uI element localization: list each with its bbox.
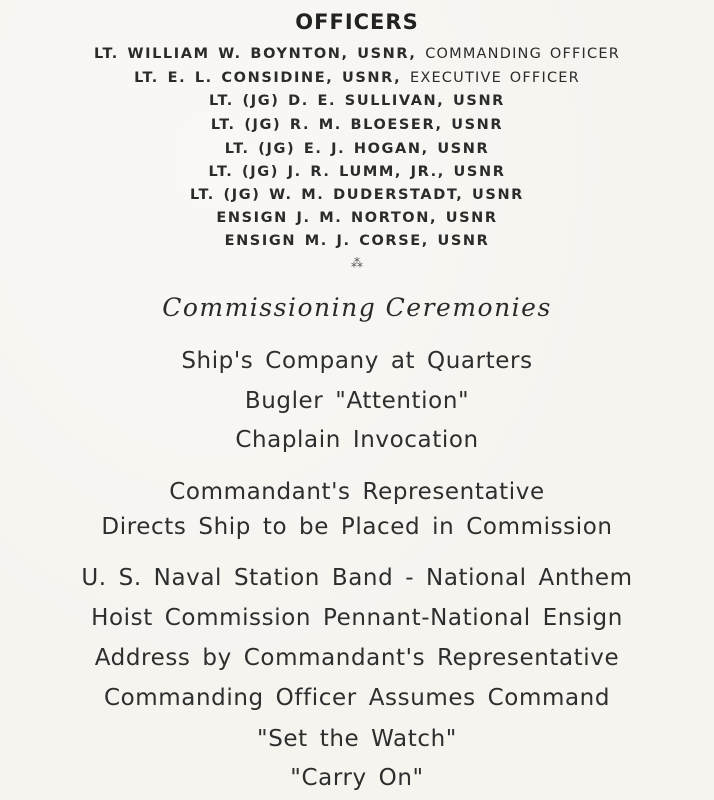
ceremony-item: Chaplain Invocation <box>235 427 479 453</box>
ceremony-item: "Set the Watch" <box>257 726 457 752</box>
ceremony-item: "Carry On" <box>290 765 424 791</box>
officer-line <box>0 46 714 62</box>
officer-line <box>0 187 714 203</box>
officer-name: LT. (JG) E. J. HOGAN, USNR <box>224 141 490 157</box>
ceremony-item: Commanding Officer Assumes Command <box>103 685 611 711</box>
officers-heading: OFFICERS <box>295 10 419 34</box>
officer-line <box>0 70 714 86</box>
ceremonies-heading: Commissioning Ceremonies <box>162 293 552 322</box>
officer-name: LT. WILLIAM W. BOYNTON, USNR, <box>94 46 417 62</box>
officer-name: LT. (JG) W. M. DUDERSTADT, USNR <box>190 187 524 203</box>
ceremony-item: Hoist Commission Pennant-National Ensign <box>91 605 623 631</box>
officer-role: COMMANDING OFFICER <box>425 46 620 62</box>
ceremony-item: Directs Ship to be Placed in Commission <box>101 514 613 540</box>
officer-name: LT. (JG) D. E. SULLIVAN, USNR <box>209 93 505 109</box>
officer-line <box>0 93 714 109</box>
ceremony-item: Address by Commandant's Representative <box>94 645 620 671</box>
officer-role: EXECUTIVE OFFICER <box>409 70 580 86</box>
officer-name: LT. (JG) J. R. LUMM, JR., USNR <box>208 164 506 180</box>
officer-name: ENSIGN J. M. NORTON, USNR <box>216 210 498 226</box>
ceremony-item: Ship's Company at Quarters <box>181 348 533 374</box>
ceremony-item: Commandant's Representative <box>169 479 545 505</box>
officer-line <box>0 117 714 133</box>
officer-name: ENSIGN M. J. CORSE, USNR <box>224 233 490 249</box>
officer-line <box>0 233 714 249</box>
officer-name: LT. (JG) R. M. BLOESER, USNR <box>210 117 504 133</box>
officer-line <box>0 164 714 180</box>
ceremony-item: U. S. Naval Station Band - National Anthem <box>81 565 633 591</box>
officer-name: LT. E. L. CONSIDINE, USNR, <box>134 70 402 86</box>
section-ornament: ⁂ <box>351 256 363 270</box>
ceremony-item: Bugler "Attention" <box>244 388 470 414</box>
officer-line <box>0 210 714 226</box>
officer-line <box>0 141 714 157</box>
